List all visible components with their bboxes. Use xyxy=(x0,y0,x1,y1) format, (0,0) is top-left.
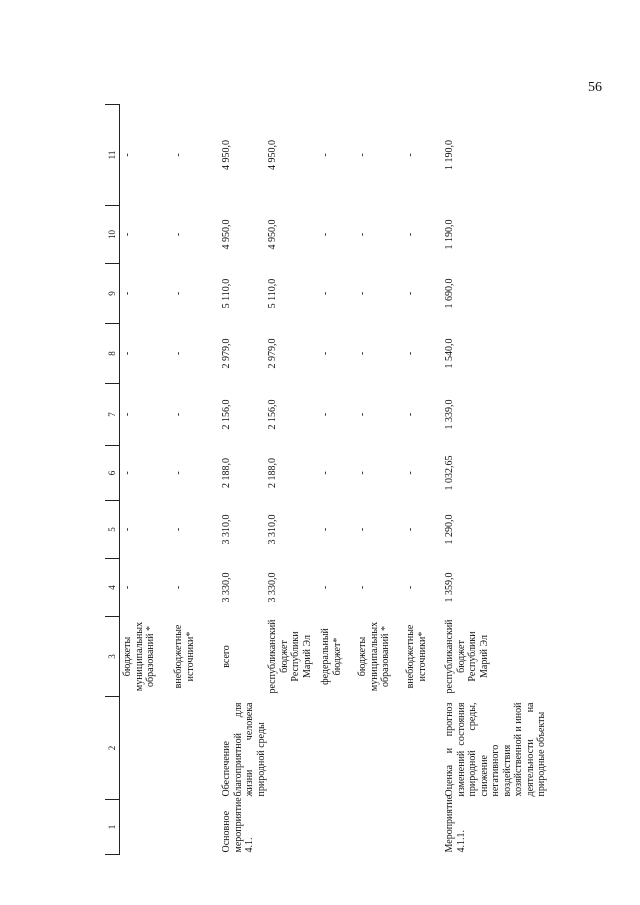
rotated-table-container xyxy=(105,105,547,855)
activity-cell: Основное мероприятие 4.1. xyxy=(221,797,255,853)
activity-cell: Мероприятие 4.1.1. xyxy=(444,794,467,853)
value-cell: - xyxy=(122,585,133,590)
value-cell: - xyxy=(122,153,133,157)
value-cell: - xyxy=(173,291,184,296)
value-cell: - xyxy=(405,585,416,590)
value-cell: - xyxy=(357,412,368,417)
value-cell: - xyxy=(405,153,416,157)
value-cell: 3 330,0 xyxy=(267,572,278,603)
value-cell: - xyxy=(173,232,184,237)
funding-source-cell: республиканский бюджет Республики Марий Эл xyxy=(267,619,313,694)
value-cell: - xyxy=(320,585,331,590)
activity-cell xyxy=(120,800,172,855)
value-cell: - xyxy=(122,527,133,532)
column-number-header xyxy=(105,105,120,855)
col-header-9: 9 xyxy=(105,264,120,324)
value-cell: - xyxy=(357,527,368,532)
value-cell: 1 190,0 xyxy=(444,140,455,170)
activity-name-cell xyxy=(320,697,357,800)
value-cell: 3 310,0 xyxy=(267,514,278,545)
value-cell: 2 156,0 xyxy=(221,399,232,430)
activity-name-cell xyxy=(267,697,320,800)
value-cell: - xyxy=(320,291,331,296)
value-cell: 1 190,0 xyxy=(444,219,455,250)
value-cell: 2 156,0 xyxy=(267,399,278,430)
col-header-10: 10 xyxy=(105,206,120,264)
value-cell: - xyxy=(320,351,331,356)
value-cell: - xyxy=(122,291,133,296)
value-cell: 2 979,0 xyxy=(221,338,232,369)
col-header-2: 2 xyxy=(105,697,120,800)
value-cell: - xyxy=(320,412,331,417)
funding-source-cell: бюджеты муниципальных образований * xyxy=(357,621,391,692)
table-row xyxy=(120,105,172,855)
value-cell: - xyxy=(357,291,368,296)
table-row xyxy=(357,105,405,855)
value-cell: 2 188,0 xyxy=(221,458,232,488)
activity-name-cell: Обеспечение благоприятной для жизни человека природной среды xyxy=(221,702,267,797)
value-cell: 1 339,0 xyxy=(444,399,455,430)
value-cell: 1 032,65 xyxy=(444,455,455,491)
value-cell: 2 188,0 xyxy=(267,458,278,488)
funding-source-cell: республиканский бюджет Республики Марий Эл xyxy=(444,619,490,694)
page-number: 56 xyxy=(588,80,602,95)
value-cell: - xyxy=(357,153,368,157)
col-header-3: 3 xyxy=(105,617,120,697)
value-cell: 4 950,0 xyxy=(267,219,278,250)
value-cell: - xyxy=(320,527,331,532)
value-cell: 1 359,0 xyxy=(444,572,455,603)
value-cell: - xyxy=(173,471,184,475)
table-row xyxy=(171,105,220,855)
funding-source-cell: федеральный бюджет* xyxy=(320,628,343,685)
activity-cell xyxy=(171,800,220,855)
col-header-11: 11 xyxy=(105,105,120,206)
funding-source-cell: бюджеты муниципальных образований * xyxy=(122,621,156,692)
funding-source-cell: внебюджетные источники* xyxy=(173,624,196,689)
value-cell: - xyxy=(405,291,416,296)
col-header-8: 8 xyxy=(105,324,120,384)
value-cell: - xyxy=(173,153,184,157)
value-cell: - xyxy=(122,412,133,417)
value-cell: 3 310,0 xyxy=(221,514,232,545)
col-header-6: 6 xyxy=(105,446,120,501)
value-cell: 1 540,0 xyxy=(444,338,455,369)
value-cell: 4 950,0 xyxy=(221,140,232,170)
funding-source-cell: внебюджетные источники* xyxy=(405,624,428,689)
value-cell: - xyxy=(122,232,133,237)
value-cell: - xyxy=(122,471,133,475)
value-cell: 1 690,0 xyxy=(444,278,455,309)
value-cell: 4 950,0 xyxy=(221,219,232,250)
value-cell: - xyxy=(173,585,184,590)
funding-source-cell: всего xyxy=(221,645,232,668)
funding-table xyxy=(105,104,548,855)
value-cell: - xyxy=(357,471,368,475)
value-cell: - xyxy=(173,412,184,417)
value-cell: - xyxy=(405,351,416,356)
value-cell: 5 110,0 xyxy=(267,278,278,309)
value-cell: 3 330,0 xyxy=(221,572,232,603)
table-row xyxy=(220,105,267,855)
value-cell: 2 979,0 xyxy=(267,338,278,369)
activity-cell xyxy=(357,800,405,855)
activity-cell xyxy=(320,800,357,855)
value-cell: - xyxy=(405,527,416,532)
activity-name-cell xyxy=(357,697,405,800)
value-cell: - xyxy=(357,232,368,237)
value-cell: - xyxy=(173,351,184,356)
value-cell: - xyxy=(405,471,416,475)
table-row xyxy=(267,105,320,855)
col-header-7: 7 xyxy=(105,384,120,446)
value-cell: - xyxy=(173,527,184,532)
col-header-1: 1 xyxy=(105,800,120,855)
value-cell: 4 950,0 xyxy=(267,140,278,170)
value-cell: - xyxy=(405,232,416,237)
table-row xyxy=(405,105,443,855)
activity-name-cell: Оценка и прогноз изменений состояния природной среды, снижение негативного воздействия хозяйственной и иной деятельности на природные объекты xyxy=(444,702,547,797)
value-cell: - xyxy=(320,153,331,157)
activity-name-cell xyxy=(171,697,220,800)
value-cell: - xyxy=(320,232,331,237)
activity-name-cell xyxy=(120,697,172,800)
table-row xyxy=(320,105,357,855)
value-cell: 5 110,0 xyxy=(221,278,232,309)
activity-cell xyxy=(405,800,443,855)
col-header-5: 5 xyxy=(105,501,120,559)
table-row xyxy=(443,105,548,855)
value-cell: - xyxy=(357,585,368,590)
value-cell: - xyxy=(357,351,368,356)
value-cell: - xyxy=(320,471,331,475)
activity-name-cell xyxy=(405,697,443,800)
value-cell: - xyxy=(122,351,133,356)
value-cell: 1 290,0 xyxy=(444,514,455,545)
value-cell: - xyxy=(405,412,416,417)
activity-cell xyxy=(267,800,320,855)
col-header-4: 4 xyxy=(105,559,120,617)
